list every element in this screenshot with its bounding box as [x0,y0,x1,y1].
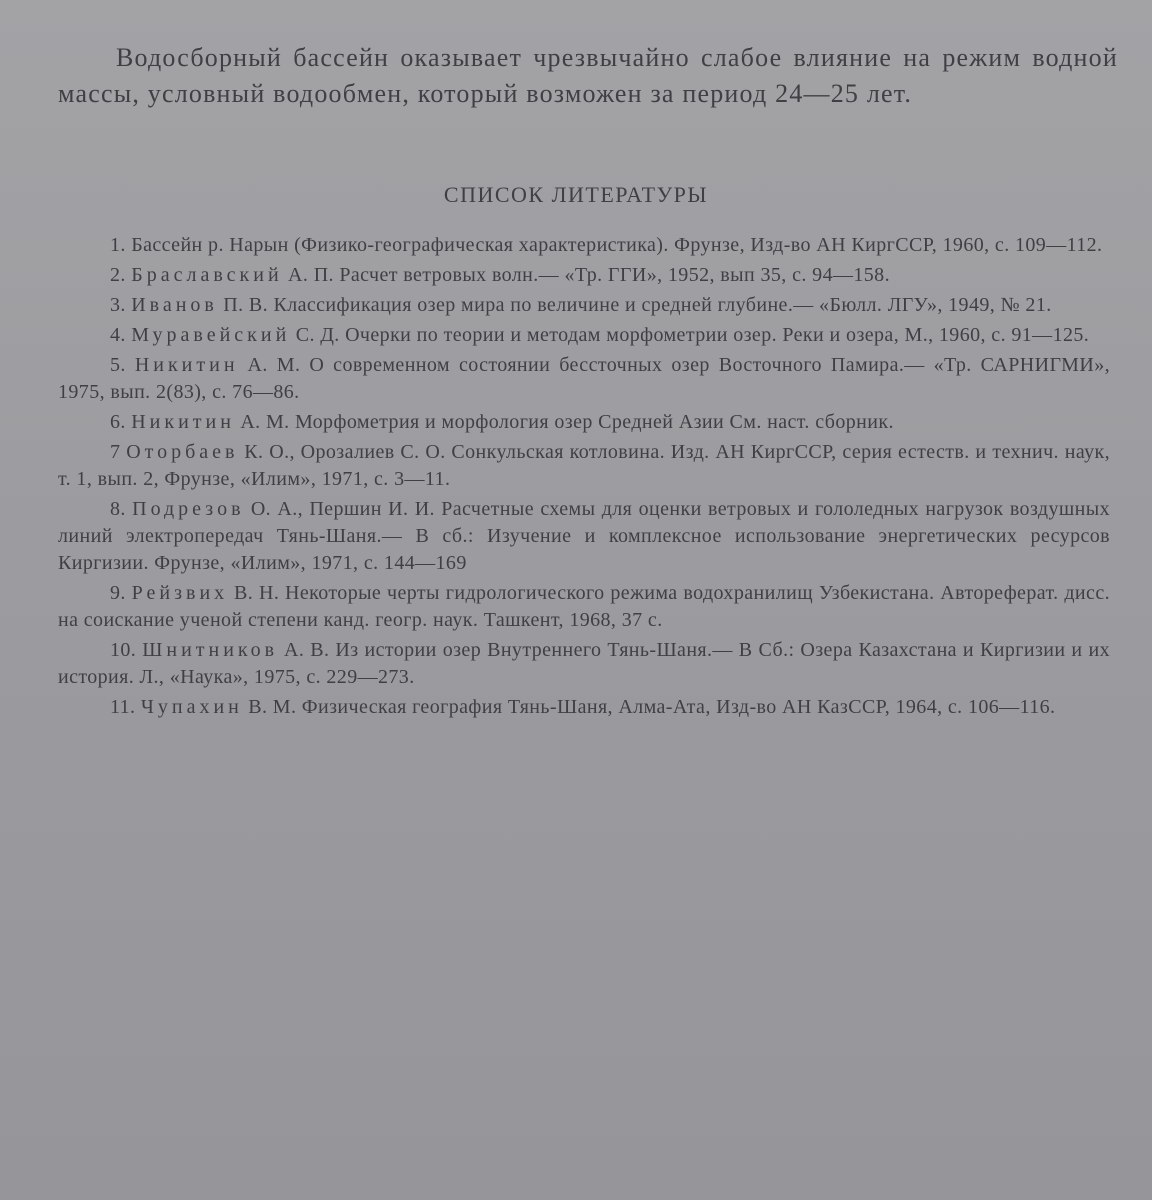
reference-text: В. М. Физическая география Тянь-Шаня, Алма-Ата, Изд-во АН КазССР, 1964, с. 106—116. [248,696,1056,718]
reference-item [58,322,1110,349]
reference-text: А. М. Морфометрия и морфология озер Средней Азии См. наст. сборник. [240,411,894,433]
reference-number: 9. [110,582,126,604]
reference-author: Шнитников [142,639,279,661]
reference-list [58,232,1110,724]
reference-item [58,292,1110,319]
reference-text: А. В. Из истории озер Внутреннего Тянь-Шаня.— В Сб.: Озера Казахстана и Киргизии и их история. Л., «Наука», 1975, с. 229—273. [58,639,1111,688]
reference-text: Бассейн р. Нарын (Физико-географическая характеристика). Фрунзе, Изд-во АН КиргССР, 1960, с. 109—112. [131,234,1103,256]
reference-text: С. Д. Очерки по теории и методам морфометрии озер. Реки и озера, М., 1960, с. 91—125. [295,324,1090,346]
reference-author: Подрезов [132,498,245,520]
reference-item [58,580,1110,634]
reference-item [58,352,1110,406]
reference-author: Никитин [131,411,235,433]
reference-item [58,637,1110,691]
reference-number: 2. [110,264,126,286]
reference-item [58,232,1110,259]
bibliography-heading: СПИСОК ЛИТЕРАТУРЫ [443,182,709,207]
reference-item [58,496,1110,577]
reference-text: А. П. Расчет ветровых волн.— «Тр. ГГИ», 1952, вып 35, с. 94—158. [288,264,890,286]
reference-number: 1. [110,234,126,256]
reference-text: П. В. Классификация озер мира по величине и средней глубине.— «Бюлл. ЛГУ», 1949, № 21. [223,294,1052,316]
reference-author: Муравейский [131,324,291,346]
reference-number: 3. [110,294,126,316]
reference-author: Оторбаев [126,441,239,463]
reference-author: Чупахин [140,696,243,718]
closing-paragraph: Водосборный бассейн оказывает чрезвычайно слабое влияние на режим водной массы, условный водообмен, который возможен за период 24—25 лет. [58,43,1118,108]
reference-number: 7 [110,441,121,463]
reference-text: В. Н. Некоторые черты гидрологического режима водохранилищ Узбекистана. Автореферат. дисс. на соискание ученой степени канд. геогр. наук. Ташкент, 1968, 37 с. [58,582,1110,631]
reference-item [58,409,1110,436]
reference-author: Никитин [134,354,239,376]
reference-number: 8. [110,498,126,520]
reference-number: 5. [110,354,126,376]
reference-item [58,694,1110,721]
reference-number: 6. [110,411,126,433]
reference-item [58,262,1110,289]
reference-text: А. М. О современном состоянии бессточных озер Восточного Памира.— «Тр. САРНИГМИ», 1975, вып. 2(83), с. 76—86. [58,354,1111,403]
reference-number: 10. [110,639,137,661]
reference-item [58,439,1110,493]
reference-author: Иванов [131,294,218,316]
reference-text: О. А., Першин И. И. Расчетные схемы для оценки ветровых и гололедных нагрузок воздушных линий электропередач Тянь-Шаня.— В сб.: Изучение и комплексное использование энергетических ресурсов Киргизии. Фрунзе, «Илим», 1971, с. 144—169 [58,498,1111,574]
reference-number: 11. [110,696,136,718]
reference-author: Рейзвих [131,582,229,604]
reference-author: Браславский [131,264,283,286]
reference-text: К. О., Орозалиев С. О. Сонкульская котловина. Изд. АН КиргССР, серия естеств. и технич. наук, т. 1, вып. 2, Фрунзе, «Илим», 1971, с. 3—11. [58,441,1111,490]
reference-number: 4. [110,324,126,346]
